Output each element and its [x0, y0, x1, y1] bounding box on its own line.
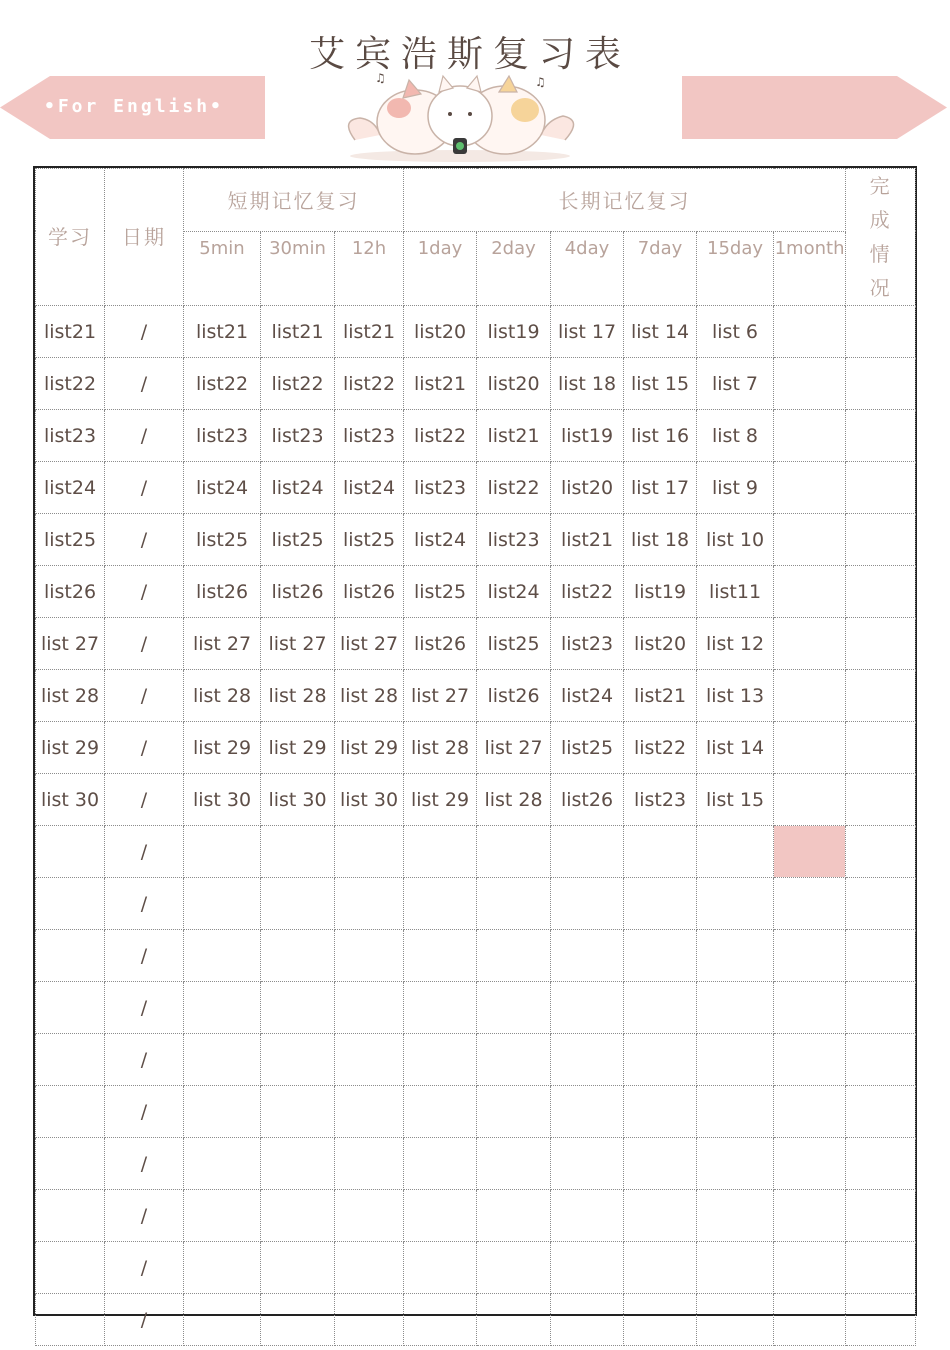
table-cell[interactable]: [551, 1034, 624, 1086]
header-12h: 12h: [335, 231, 404, 305]
table-cell[interactable]: [36, 1138, 105, 1190]
table-cell[interactable]: list21: [477, 410, 551, 462]
table-cell[interactable]: [261, 1138, 335, 1190]
banner-right: [682, 76, 947, 139]
table-row: [36, 1086, 916, 1138]
table-cell[interactable]: list20: [404, 306, 477, 358]
table-cell[interactable]: /: [105, 722, 184, 774]
table-cell[interactable]: list22: [477, 462, 551, 514]
table-cell[interactable]: [697, 1190, 774, 1242]
table-cell[interactable]: /: [105, 826, 184, 878]
table-row: [36, 1190, 916, 1242]
table-cell[interactable]: list25: [551, 722, 624, 774]
table-cell[interactable]: [697, 930, 774, 982]
table-cell[interactable]: [774, 462, 846, 514]
table-row: [36, 1294, 916, 1346]
table-cell[interactable]: list20: [624, 618, 697, 670]
table-cell[interactable]: [335, 1086, 404, 1138]
table-cell[interactable]: list 16: [624, 410, 697, 462]
table-cell[interactable]: [551, 1242, 624, 1294]
table-cell[interactable]: list23: [404, 462, 477, 514]
table-cell[interactable]: [184, 1190, 261, 1242]
table-cell[interactable]: [335, 826, 404, 878]
table-cell[interactable]: list 27: [36, 618, 105, 670]
table-cell[interactable]: list26: [551, 774, 624, 826]
table-cell[interactable]: list 8: [697, 410, 774, 462]
table-cell[interactable]: list 28: [477, 774, 551, 826]
table-cell[interactable]: [846, 358, 916, 410]
table-cell[interactable]: [774, 1242, 846, 1294]
table-cell[interactable]: [36, 982, 105, 1034]
table-cell[interactable]: list23: [624, 774, 697, 826]
table-cell[interactable]: [184, 982, 261, 1034]
table-cell[interactable]: list 30: [261, 774, 335, 826]
table-cell[interactable]: [184, 1034, 261, 1086]
table-cell[interactable]: list26: [404, 618, 477, 670]
table-row: [36, 1034, 916, 1086]
table-cell[interactable]: [404, 1190, 477, 1242]
table-cell[interactable]: list25: [477, 618, 551, 670]
table-cell[interactable]: [261, 1086, 335, 1138]
table-cell[interactable]: [184, 878, 261, 930]
table-cell[interactable]: list21: [624, 670, 697, 722]
table-row: [36, 1138, 916, 1190]
table-cell[interactable]: [624, 930, 697, 982]
table-cell[interactable]: list 27: [477, 722, 551, 774]
table-cell[interactable]: [774, 306, 846, 358]
table-cell[interactable]: /: [105, 670, 184, 722]
table-cell[interactable]: [335, 1242, 404, 1294]
table-cell[interactable]: [846, 462, 916, 514]
table-cell[interactable]: list 30: [184, 774, 261, 826]
table-cell[interactable]: list 27: [335, 618, 404, 670]
table-cell[interactable]: list24: [184, 462, 261, 514]
table-cell[interactable]: [774, 930, 846, 982]
table-cell[interactable]: list 17: [624, 462, 697, 514]
table-cell[interactable]: [846, 722, 916, 774]
table-cell[interactable]: list21: [551, 514, 624, 566]
table-cell[interactable]: [184, 1294, 261, 1346]
table-cell[interactable]: [846, 982, 916, 1034]
table-cell[interactable]: list 17: [551, 306, 624, 358]
table-cell[interactable]: [551, 1138, 624, 1190]
table-cell[interactable]: [774, 1190, 846, 1242]
table-cell[interactable]: list26: [477, 670, 551, 722]
table-cell[interactable]: [774, 982, 846, 1034]
header-30min: 30min: [261, 231, 335, 305]
table-cell[interactable]: list22: [551, 566, 624, 618]
table-cell[interactable]: list 28: [261, 670, 335, 722]
table-cell[interactable]: list24: [335, 462, 404, 514]
table-cell[interactable]: list 29: [335, 722, 404, 774]
table-cell[interactable]: [36, 878, 105, 930]
table-cell[interactable]: list26: [261, 566, 335, 618]
table-cell[interactable]: [774, 1294, 846, 1346]
header-4day: 4day: [551, 231, 624, 305]
table-cell[interactable]: [261, 1190, 335, 1242]
table-cell[interactable]: [335, 878, 404, 930]
table-cell[interactable]: list 15: [697, 774, 774, 826]
table-cell[interactable]: [36, 1190, 105, 1242]
table-cell[interactable]: /: [105, 1086, 184, 1138]
table-cell[interactable]: [36, 930, 105, 982]
table-cell[interactable]: list 27: [184, 618, 261, 670]
table-cell[interactable]: list 30: [335, 774, 404, 826]
table-cell[interactable]: [551, 930, 624, 982]
table-cell[interactable]: [404, 930, 477, 982]
table-row: [36, 618, 916, 670]
banner-left-text: •For English•: [44, 96, 224, 117]
table-cell[interactable]: /: [105, 982, 184, 1034]
table-cell[interactable]: list 9: [697, 462, 774, 514]
table-cell[interactable]: [624, 1190, 697, 1242]
table-cell[interactable]: list25: [404, 566, 477, 618]
table-cell[interactable]: [774, 514, 846, 566]
table-cell[interactable]: [335, 1190, 404, 1242]
table-cell[interactable]: list19: [477, 306, 551, 358]
header-7day: 7day: [624, 231, 697, 305]
table-cell[interactable]: list23: [551, 618, 624, 670]
table-row: [36, 306, 916, 358]
header-long-term: 长期记忆复习: [404, 169, 846, 232]
table-cell[interactable]: list 14: [697, 722, 774, 774]
table-row: [36, 826, 916, 878]
table-cell[interactable]: [261, 930, 335, 982]
table-cell[interactable]: list20: [551, 462, 624, 514]
table-cell[interactable]: [774, 878, 846, 930]
table-cell[interactable]: list25: [261, 514, 335, 566]
table-cell[interactable]: [184, 1086, 261, 1138]
table-cell[interactable]: [697, 826, 774, 878]
table-cell[interactable]: [36, 1294, 105, 1346]
table-cell[interactable]: [697, 1242, 774, 1294]
table-cell[interactable]: [477, 1190, 551, 1242]
header-1day: 1day: [404, 231, 477, 305]
table-cell[interactable]: list22: [184, 358, 261, 410]
table-cell[interactable]: /: [105, 514, 184, 566]
table-cell[interactable]: [846, 1294, 916, 1346]
table-cell[interactable]: [624, 1242, 697, 1294]
table-cell[interactable]: list 12: [697, 618, 774, 670]
table-body: [36, 306, 916, 1346]
table-cell[interactable]: [261, 1242, 335, 1294]
table-cell[interactable]: list24: [551, 670, 624, 722]
table-cell[interactable]: [551, 982, 624, 1034]
table-cell[interactable]: [774, 566, 846, 618]
table-cell[interactable]: [404, 1138, 477, 1190]
header-status: 完成情况: [846, 169, 916, 306]
table-cell[interactable]: [624, 1294, 697, 1346]
table-cell[interactable]: list 28: [184, 670, 261, 722]
header-5min: 5min: [184, 231, 261, 305]
table-cell[interactable]: list 28: [36, 670, 105, 722]
cats-illustration: [335, 70, 585, 165]
table-cell[interactable]: list 29: [261, 722, 335, 774]
table-row: [36, 514, 916, 566]
table-cell[interactable]: list22: [335, 358, 404, 410]
table-cell[interactable]: list22: [624, 722, 697, 774]
table-cell[interactable]: list21: [261, 306, 335, 358]
table-cell[interactable]: [404, 1294, 477, 1346]
table-cell[interactable]: list24: [477, 566, 551, 618]
table-cell[interactable]: [774, 358, 846, 410]
table-cell[interactable]: list21: [36, 306, 105, 358]
table-cell[interactable]: [624, 1138, 697, 1190]
table-cell[interactable]: list 6: [697, 306, 774, 358]
table-cell[interactable]: [36, 1034, 105, 1086]
table-cell[interactable]: [551, 1086, 624, 1138]
table-cell[interactable]: [551, 1294, 624, 1346]
table-row: [36, 358, 916, 410]
table-cell[interactable]: list 28: [335, 670, 404, 722]
table-cell[interactable]: [477, 826, 551, 878]
svg-text:♫: ♫: [535, 75, 546, 89]
table-cell[interactable]: [774, 722, 846, 774]
table-cell[interactable]: list23: [261, 410, 335, 462]
table-cell[interactable]: [404, 826, 477, 878]
table-cell[interactable]: [404, 878, 477, 930]
table-cell[interactable]: list21: [335, 306, 404, 358]
table-cell[interactable]: list 29: [36, 722, 105, 774]
table-row: [36, 722, 916, 774]
header-study: 学习: [36, 169, 105, 306]
table-cell[interactable]: [335, 1034, 404, 1086]
table-cell[interactable]: list24: [404, 514, 477, 566]
table-cell[interactable]: [846, 410, 916, 462]
table-cell[interactable]: [846, 1190, 916, 1242]
table-cell[interactable]: [477, 1086, 551, 1138]
table-cell[interactable]: [846, 1034, 916, 1086]
table-cell[interactable]: [697, 878, 774, 930]
table-row: [36, 410, 916, 462]
table-cell[interactable]: /: [105, 1242, 184, 1294]
table-cell[interactable]: [36, 1086, 105, 1138]
table-cell[interactable]: /: [105, 410, 184, 462]
table-row: [36, 878, 916, 930]
table-cell[interactable]: /: [105, 618, 184, 670]
table-cell[interactable]: /: [105, 358, 184, 410]
table-cell[interactable]: list 18: [551, 358, 624, 410]
table-cell[interactable]: [846, 930, 916, 982]
table-cell[interactable]: list 28: [404, 722, 477, 774]
table-cell[interactable]: [184, 1242, 261, 1294]
table-cell[interactable]: [774, 774, 846, 826]
table-cell[interactable]: list22: [404, 410, 477, 462]
table-cell[interactable]: [261, 826, 335, 878]
table-cell[interactable]: [335, 982, 404, 1034]
table-cell[interactable]: /: [105, 1190, 184, 1242]
table-cell[interactable]: [261, 1034, 335, 1086]
table-cell[interactable]: [846, 1138, 916, 1190]
table-cell[interactable]: [184, 1138, 261, 1190]
table-cell[interactable]: [846, 774, 916, 826]
table-cell[interactable]: [846, 566, 916, 618]
table-cell[interactable]: [477, 1034, 551, 1086]
table-cell[interactable]: [184, 930, 261, 982]
table-cell[interactable]: /: [105, 566, 184, 618]
table-cell[interactable]: list19: [551, 410, 624, 462]
table-cell[interactable]: [697, 1294, 774, 1346]
table-cell[interactable]: list21: [184, 306, 261, 358]
table-row: [36, 930, 916, 982]
table-cell[interactable]: [477, 1138, 551, 1190]
table-cell[interactable]: [846, 878, 916, 930]
table-cell[interactable]: [477, 982, 551, 1034]
table-cell[interactable]: list 27: [404, 670, 477, 722]
table-cell[interactable]: list 29: [184, 722, 261, 774]
table-cell[interactable]: [477, 1294, 551, 1346]
table-cell[interactable]: [846, 1086, 916, 1138]
table-cell[interactable]: [846, 514, 916, 566]
table-cell[interactable]: list22: [261, 358, 335, 410]
table-cell[interactable]: list24: [36, 462, 105, 514]
table-cell[interactable]: list23: [184, 410, 261, 462]
table-cell[interactable]: list23: [477, 514, 551, 566]
table-cell[interactable]: [36, 1242, 105, 1294]
table-cell[interactable]: [335, 930, 404, 982]
table-cell[interactable]: list19: [624, 566, 697, 618]
table-cell[interactable]: [404, 1034, 477, 1086]
table-cell[interactable]: [624, 1034, 697, 1086]
table-cell[interactable]: /: [105, 930, 184, 982]
table-cell[interactable]: [774, 1138, 846, 1190]
table-cell[interactable]: list 10: [697, 514, 774, 566]
table-cell[interactable]: [846, 618, 916, 670]
table-cell[interactable]: list22: [36, 358, 105, 410]
table-cell[interactable]: list25: [36, 514, 105, 566]
table-cell[interactable]: list21: [404, 358, 477, 410]
table-cell[interactable]: [404, 982, 477, 1034]
table-cell[interactable]: [624, 982, 697, 1034]
table-cell[interactable]: [846, 670, 916, 722]
table-cell[interactable]: [846, 1242, 916, 1294]
table-cell[interactable]: [477, 1242, 551, 1294]
table-cell[interactable]: list 30: [36, 774, 105, 826]
review-sheet: [33, 166, 917, 1331]
table-cell[interactable]: list26: [36, 566, 105, 618]
table-cell[interactable]: /: [105, 1034, 184, 1086]
table-cell[interactable]: [697, 1034, 774, 1086]
table-cell[interactable]: [697, 982, 774, 1034]
highlighted-cell[interactable]: [774, 826, 846, 878]
table-cell[interactable]: [184, 826, 261, 878]
table-cell[interactable]: list 15: [624, 358, 697, 410]
table-row: [36, 566, 916, 618]
table-cell[interactable]: list26: [335, 566, 404, 618]
table-cell[interactable]: [774, 670, 846, 722]
table-cell[interactable]: list26: [184, 566, 261, 618]
table-cell[interactable]: list 13: [697, 670, 774, 722]
table-cell[interactable]: [261, 1294, 335, 1346]
table-cell[interactable]: [261, 982, 335, 1034]
table-cell[interactable]: /: [105, 1138, 184, 1190]
table-row: [36, 670, 916, 722]
svg-text:♫: ♫: [375, 71, 386, 85]
table-cell[interactable]: /: [105, 774, 184, 826]
table-cell[interactable]: [697, 1138, 774, 1190]
table-cell[interactable]: [477, 878, 551, 930]
table-cell[interactable]: /: [105, 878, 184, 930]
table-cell[interactable]: [261, 878, 335, 930]
table-cell[interactable]: [846, 826, 916, 878]
table-cell[interactable]: list24: [261, 462, 335, 514]
table-cell[interactable]: list23: [36, 410, 105, 462]
table-cell[interactable]: /: [105, 462, 184, 514]
table-cell[interactable]: [335, 1294, 404, 1346]
table-row: [36, 774, 916, 826]
table-cell[interactable]: [774, 410, 846, 462]
table-cell[interactable]: [404, 1086, 477, 1138]
table-cell[interactable]: [774, 618, 846, 670]
page-title: 艾宾浩斯复习表: [308, 34, 631, 75]
table-cell[interactable]: list23: [335, 410, 404, 462]
table-cell[interactable]: list25: [335, 514, 404, 566]
table-cell[interactable]: [551, 1190, 624, 1242]
table-cell[interactable]: [624, 878, 697, 930]
table-cell[interactable]: [551, 826, 624, 878]
table-cell[interactable]: list 18: [624, 514, 697, 566]
table-cell[interactable]: list25: [184, 514, 261, 566]
table-row: [36, 982, 916, 1034]
table-cell[interactable]: [36, 826, 105, 878]
table-cell[interactable]: [335, 1138, 404, 1190]
table-cell[interactable]: [697, 1086, 774, 1138]
review-table: [35, 168, 916, 1346]
table-cell[interactable]: /: [105, 1294, 184, 1346]
table-cell[interactable]: [404, 1242, 477, 1294]
header-15day: 15day: [697, 231, 774, 305]
table-cell[interactable]: [846, 306, 916, 358]
table-cell[interactable]: [774, 1034, 846, 1086]
header-short-term: 短期记忆复习: [184, 169, 404, 232]
table-cell[interactable]: list 29: [404, 774, 477, 826]
header-date: 日期: [105, 169, 184, 306]
table-cell[interactable]: [551, 878, 624, 930]
header-2day: 2day: [477, 231, 551, 305]
table-cell[interactable]: list 27: [261, 618, 335, 670]
table-row: [36, 462, 916, 514]
header-1month: 1month: [774, 231, 846, 305]
table-cell[interactable]: list 14: [624, 306, 697, 358]
table-cell[interactable]: list11: [697, 566, 774, 618]
table-cell[interactable]: /: [105, 306, 184, 358]
table-cell[interactable]: [774, 1086, 846, 1138]
table-cell[interactable]: list 7: [697, 358, 774, 410]
table-cell[interactable]: list20: [477, 358, 551, 410]
table-cell[interactable]: [624, 1086, 697, 1138]
table-cell[interactable]: [477, 930, 551, 982]
table-cell[interactable]: [624, 826, 697, 878]
table-row: [36, 1242, 916, 1294]
